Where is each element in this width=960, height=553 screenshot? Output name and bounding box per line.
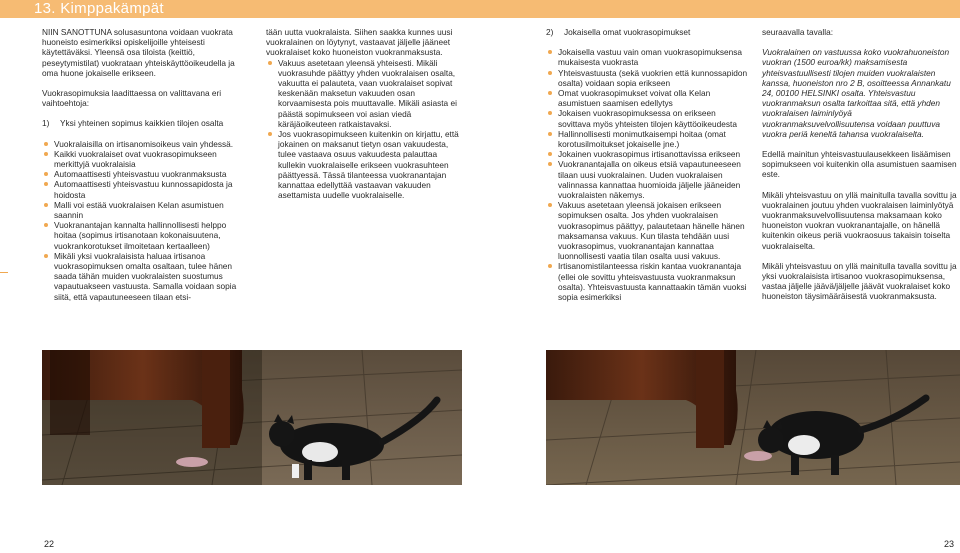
list-item: Vakuus asetetaan yleensä jokaisen erikseen sopimuksen osalta. Jos yhden vuokralaisen vuokrasopimus päättyy, palautetaan hänelle hänen maksamansa vakuus. Kun tilasta tehdään uusi vuokrasopimus, vuokranantajan kannattaa luonnollisesti vaatia tilan osalta uusi vakuus.: [546, 200, 750, 261]
list-item: Malli voi estää vuokralaisen Kelan asumistuen saannin: [42, 200, 250, 220]
option-2-bullets: [546, 47, 750, 302]
margin-marker: [0, 272, 8, 273]
continued-paragraph: tään uutta vuokralaista. Siihen saakka kunnes uusi vuokralainen on löytynyt, vastaavat jäljelle jääneet vuokralaiset koko huoneiston vuokranmaksusta.: [266, 27, 453, 58]
deposit-bullets: [266, 58, 464, 201]
paragraph: Edellä mainitun yhteisvastuulausekkeen lisäämisen sopimukseen voi kuitenkin olla asumistuen saamisen este.: [762, 149, 957, 180]
column-3: [546, 27, 750, 302]
column-4: [762, 27, 958, 302]
list-item: Irtisanomistilanteessa riskin kantaa vuokranantaja (ellei ole sovittu yhteisvastuusta vuokranmaksun osalta). Yhteisvastuusta kannattaakin tämän vuoksi sopia esimerkiksi: [546, 261, 750, 302]
list-item: Jokaisen vuokrasopimuksessa on erikseen sovittava myös yhteisten tilojen käyttöoikeudesta: [546, 108, 750, 128]
list-item: Automaattisesti yhteisvastuu kunnossapidosta ja hoidosta: [42, 179, 250, 199]
example-clause: Vuokralainen on vastuussa koko vuokrahuoneiston vuokran (1500 euroa/kk) maksamisesta yhteisvastuullisesti tilojen muiden vuokralaisten kanssa, huoneiston nro 2 B, osoitteessa Annankatu 24, 00100 HELSINKI osalta. Yhteisvastuu vuokranmaksun osalta tarkoittaa sitä, että yhden vuokralaisen laiminlyöyä vuokranmaksuvelvollisuutensa voidaan puuttuva vuokra periä keneltä tahansa vuokralaiselta.: [762, 47, 951, 139]
photo-cat-right: [546, 350, 960, 485]
list-item: Kaikki vuokralaiset ovat vuokrasopimukseen merkittyjä vuokralaisia: [42, 149, 250, 169]
option-2-heading: 2) Jokaisella omat vuokrasopimukset: [546, 27, 691, 37]
list-item: Jokainen vuokrasopimus irtisanottavissa erikseen: [546, 149, 750, 159]
chapter-header-bar: [0, 0, 960, 18]
list-item: Vuokralaisilla on irtisanomisoikeus vain yhdessä.: [42, 139, 250, 149]
cat-photo-left-image: [42, 350, 462, 485]
list-item: Vakuus asetetaan yleensä yhteisesti. Mikäli vuokrasuhde päättyy yhden vuokralaisen osalta, vakuutta ei palauteta, vaan vuokralaiset sopivat keskenään maksetun vakuuden osan korvaamisesta pois muuttavalle. Mikäli asiasta ei päästä sopimukseen voi asian viedä käräjäoikeuteen ratkaistavaksi.: [266, 58, 464, 129]
list-item: Yhteisvastuusta (sekä vuokrien että kunnossapidon osalta) voidaan sopia erikseen: [546, 68, 750, 88]
paragraph: Mikäli yhteisvastuu on yllä mainitulla tavalla sovittu ja yksi vuokralaisista irtisanoo vuokrasopimuksensa, vastaa jäljelle jäävä/jäljelle jäävät vuokralaiset koko huoneiston täysimääräisestä vuokranmaksusta.: [762, 260, 957, 302]
options-intro: Vuokrasopimuksia laadittaessa on valittavana eri vaihtoehtoja:: [42, 88, 222, 109]
list-item: Mikäli yksi vuokralaisista haluaa irtisanoa vuokrasopimuksen omalta osaltaan, tulee hänen saada tähän muiden vuokralaisten suostumus vapautuakseen vastuusta. Samalla voidaan sopia siitä, että vapautuneeseen tilaan etsi-: [42, 251, 250, 302]
chapter-title: 13. Kimppakämpät: [34, 0, 164, 17]
cat-photo-right-image: [546, 350, 960, 485]
list-item: Automaattisesti yhteisvastuu vuokranmaksusta: [42, 169, 250, 179]
list-item: Jos vuokrasopimukseen kuitenkin on kirjattu, että jokainen on maksanut tietyn osan vakuudesta, tulee vastaava osuus vakuudesta palauttaa kullekin vuokralaiselle erikseen vuokrasuhteen päättyessä. Tässä tilanteessa vuokranantajan kannattaa edellyttää vastaavan vakuuden asettamista uudelle vuokralaiselle.: [266, 129, 464, 200]
list-item: Vuokranantajalla on oikeus etsiä vapautuneeseen tilaan uusi vuokralainen. Uuden vuokralaisen valinnassa kannattaa huomioida jäljelle jääneiden vuokralaisten näkemys.: [546, 159, 750, 200]
column-1: [42, 27, 250, 302]
page-number-right: 23: [943, 539, 954, 549]
photo-cat-left: [42, 350, 462, 485]
option-1-heading: 1) Yksi yhteinen sopimus kaikkien tilojen osalta: [42, 118, 224, 129]
list-item: Hallinnollisesti monimutkaisempi hoitaa (omat korotusilmoitukset jokaiselle jne.): [546, 129, 750, 149]
page-number-left: 22: [44, 539, 55, 549]
column-2: [266, 27, 464, 200]
option-1-bullets: [42, 139, 250, 302]
paragraph: Mikäli yhteisvastuu on yllä mainitulla tavalla sovittu ja vuokralainen joutuu yhden vuokralaisen laiminlyötyä vuokranmaksuvelvollisuutensa maksamaan koko huoneiston vuokran vuokranantajalle, on hänellä kuitenkin oikeus periä vuokraosuus takaisin toiselta vuokralaiselta.: [762, 189, 957, 251]
list-item: Jokaisella vastuu vain oman vuokrasopimuksensa mukaisesta vuokrasta: [546, 47, 750, 67]
intro-paragraph: NIIN SANOTTUNA solusasuntona voidaan vuokrata huoneisto esimerkiksi opiskelijoille yhteisesti käytettäväksi. Yleensä osa tiloista (keittiö, peseytymistilat) vuokrataan yhteiskäyttöoikeudella ja oma huone jokaiselle erikseen.: [42, 27, 235, 78]
list-item: Vuokranantajan kannalta hallinnollisesti helppo hoitaa (sopimus irtisanotaan kokonaisuutena, vuokrankorotukset ilmoitetaan kertaalleen): [42, 220, 250, 251]
list-item: Omat vuokrasopimukset voivat olla Kelan asumistuen saamisen edellytys: [546, 88, 750, 108]
continued-paragraph: seuraavalla tavalla:: [762, 27, 834, 37]
